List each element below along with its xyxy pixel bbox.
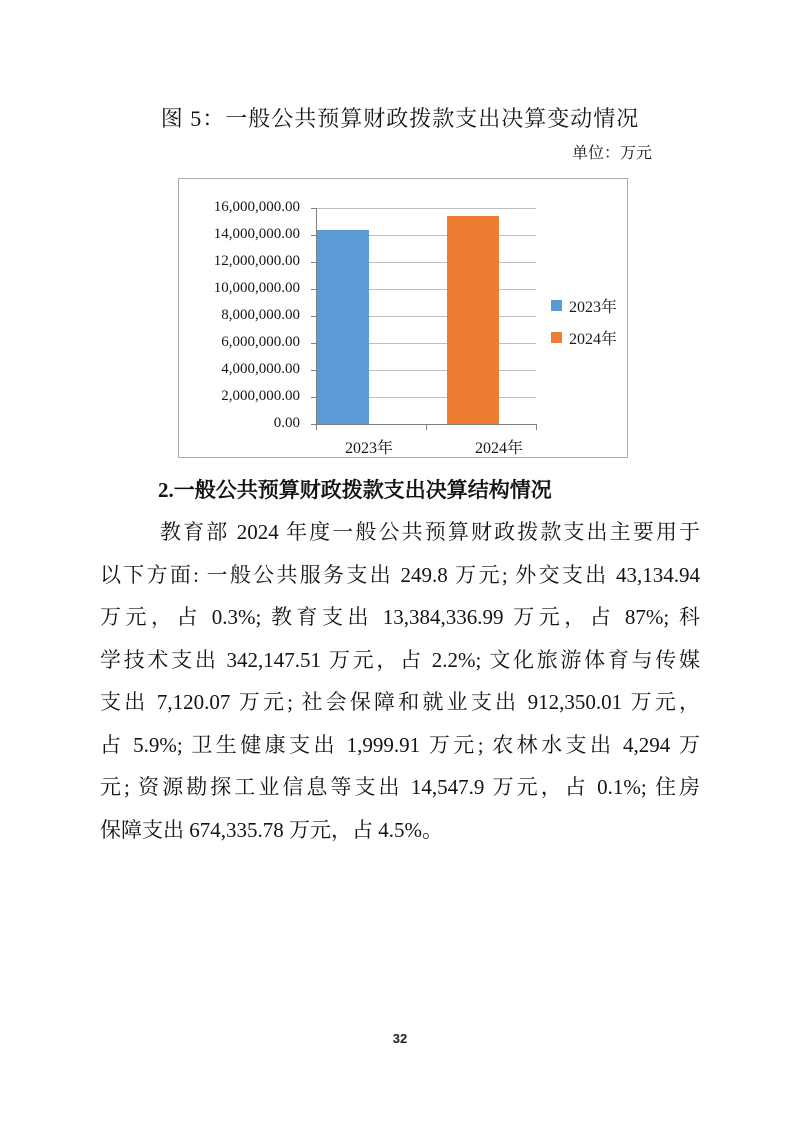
- bar-2024年: [447, 216, 499, 424]
- bar-2023年: [317, 230, 369, 424]
- bar-chart: [178, 178, 628, 458]
- x-axis-label: 2024年: [474, 440, 523, 457]
- y-axis-label: 16,000,000.00: [213, 199, 300, 215]
- paragraph-line: 元; 资源勘探工业信息等支出 14,547.9 万元，占 0.1%; 住房: [100, 775, 700, 799]
- paragraph-line: 学技术支出 342,147.51 万元，占 2.2%; 文化旅游体育与传媒: [100, 647, 700, 672]
- y-axis-label: 8,000,000.00: [221, 307, 300, 323]
- y-axis-label: 12,000,000.00: [213, 253, 300, 269]
- chart-legend: [551, 294, 617, 358]
- y-axis-label: 0.00: [273, 415, 300, 431]
- x-axis-tick: [426, 425, 427, 430]
- legend-swatch-2023-icon: [551, 300, 562, 311]
- y-axis-label: 10,000,000.00: [213, 280, 300, 296]
- section-heading: 2.一般公共预算财政拨款支出决算结构情况: [158, 478, 552, 502]
- unit-label: 单位：万元: [571, 145, 652, 162]
- x-axis-tick: [536, 425, 537, 430]
- paragraph-line: 支出 7,120.07 万元; 社会保障和就业支出 912,350.01 万元，: [100, 690, 700, 714]
- paragraph-line: 占 5.9%; 卫生健康支出 1,999.91 万元; 农林水支出 4,294 万: [100, 732, 700, 757]
- legend-item-2023: [551, 294, 617, 317]
- y-axis-label: 2,000,000.00: [221, 388, 300, 404]
- figure-title: 图 5：一般公共预算财政拨款支出决算变动情况: [160, 106, 640, 131]
- legend-label-2024: 2024年: [569, 331, 618, 348]
- paragraph-line: 以下方面: 一般公共服务支出 249.8 万元; 外交支出 43,134.94: [100, 562, 700, 587]
- paragraph-line: 万元，占 0.3%; 教育支出 13,384,336.99 万元，占 87%; 科: [100, 605, 700, 629]
- legend-label-2023: 2023年: [569, 299, 618, 316]
- body-paragraph: [100, 511, 700, 851]
- y-axis-label: 6,000,000.00: [221, 334, 300, 350]
- page-number: 32: [392, 1031, 408, 1046]
- y-axis-label: 14,000,000.00: [213, 226, 300, 242]
- x-axis-tick: [316, 425, 317, 430]
- paragraph-line: 保障支出 674,335.78 万元，占 4.5%。: [100, 817, 443, 842]
- paragraph-line: 教育部 2024 年度一般公共预算财政拨款支出主要用于: [160, 520, 700, 544]
- x-axis-label: 2023年: [344, 440, 393, 457]
- legend-swatch-2024-icon: [551, 332, 562, 343]
- gridline: [316, 208, 536, 209]
- y-axis-label: 4,000,000.00: [221, 361, 300, 377]
- legend-item-2024: [551, 326, 617, 349]
